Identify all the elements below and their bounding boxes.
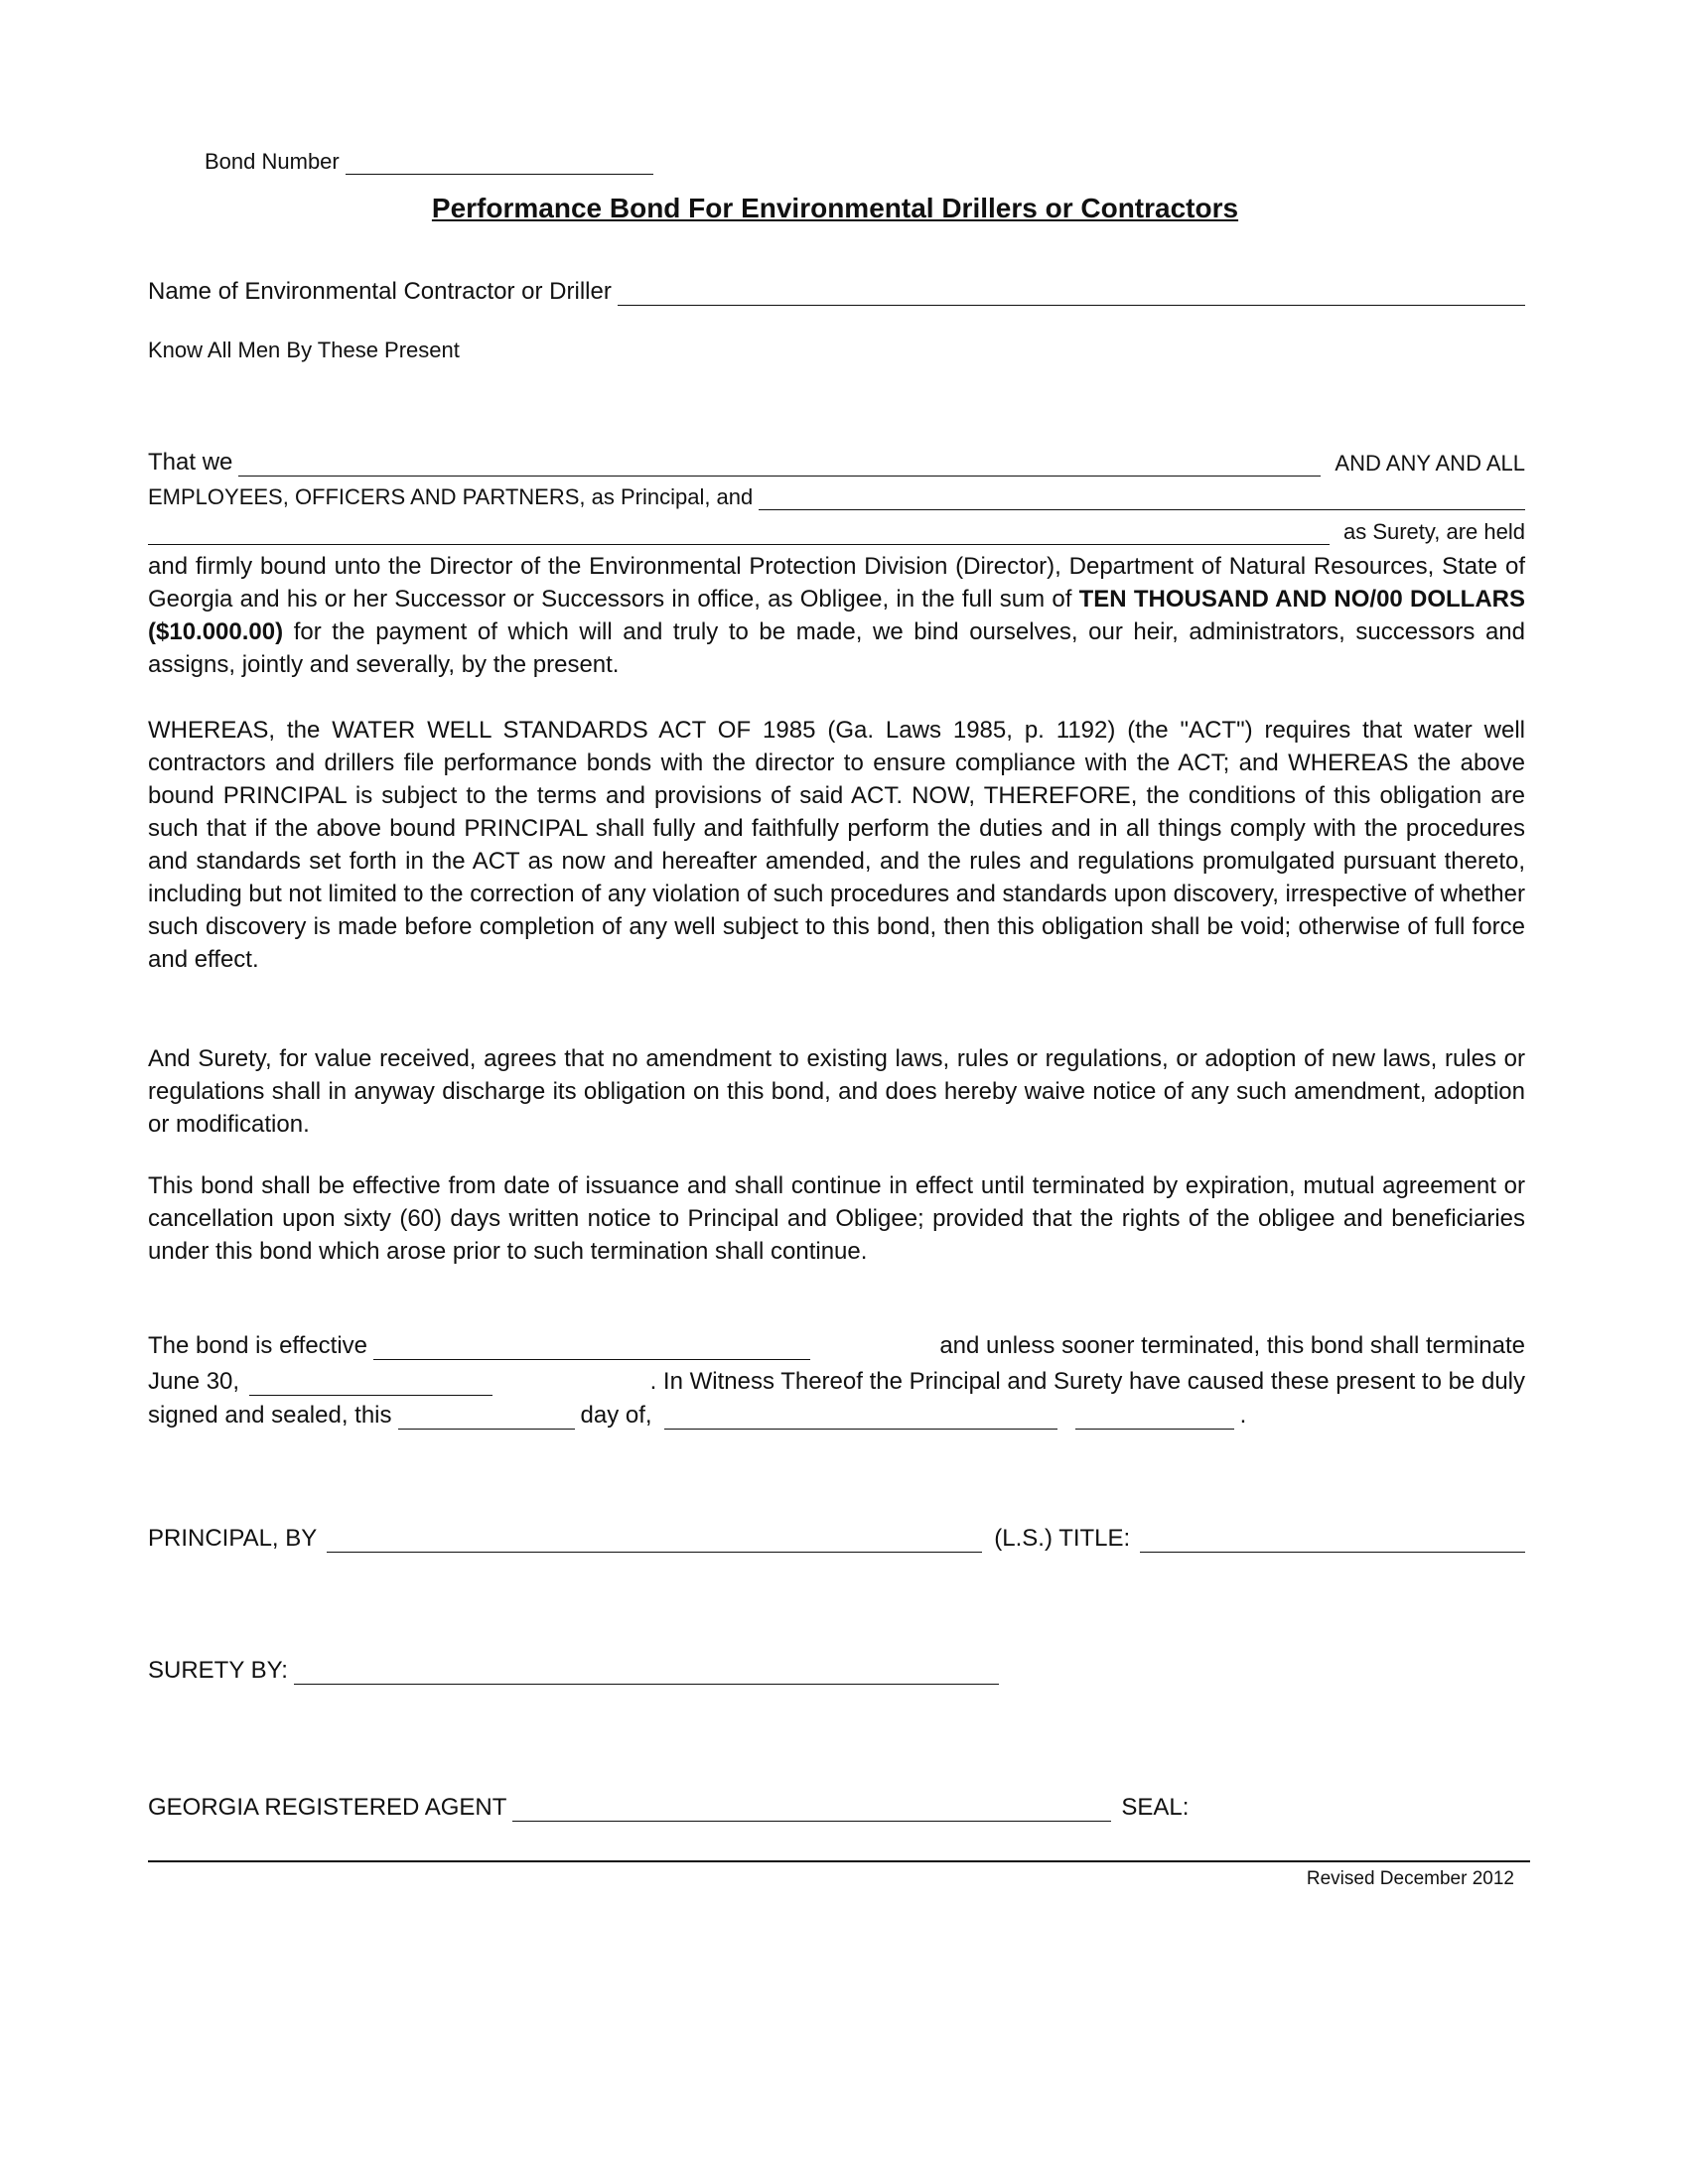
surety-name-field-1[interactable] <box>759 487 1525 510</box>
obligation-text-end: for the payment of which will and truly to be made, we bind ourselves, our heir, administrators, successors and assigns, jointly and severally, by the present. <box>148 618 1525 678</box>
ls-title-label: (L.S.) TITLE: <box>994 1525 1131 1552</box>
period: . <box>1239 1402 1247 1429</box>
bond-number-label: Bond Number <box>205 149 340 174</box>
june-row <box>148 1368 1525 1396</box>
day-of-label: day of, <box>580 1402 652 1429</box>
contractor-name-label: Name of Environmental Contractor or Driller <box>148 278 612 305</box>
agent-row <box>148 1794 1525 1822</box>
surety-agreement-paragraph: And Surety, for value received, agrees that no amendment to existing laws, rules or regulations, or adoption of new laws, rules or regulations shall in anyway discharge its obligation on this bond, and does hereby waive notice of any such amendment, adoption or modification. <box>148 1045 1525 1138</box>
obligation-paragraph <box>148 550 1525 681</box>
surety-label: SURETY BY: <box>148 1657 288 1684</box>
signed-row <box>148 1402 1525 1430</box>
contractor-name-row <box>148 278 1525 306</box>
revised-date: Revised December 2012 <box>1306 1868 1514 1889</box>
effective-term-paragraph: This bond shall be effective from date of issuance and shall continue in effect until terminated by expiration, mutual agreement or cancellation upon sixty (60) days written notice to Principal and Obligee; provided that the rights of the obligee and beneficiaries under this bond which arose prior to such termination shall continue. <box>148 1172 1525 1265</box>
surety-signature-field[interactable] <box>294 1662 999 1685</box>
principal-title-field[interactable] <box>1140 1530 1525 1553</box>
signed-day-field[interactable] <box>398 1407 575 1430</box>
agent-field[interactable] <box>512 1799 1111 1822</box>
bond-sum: TEN THOUSAND AND NO/00 DOLLARS ($10.000.00) <box>148 586 1525 645</box>
principal-name-field[interactable] <box>238 454 1321 477</box>
know-all-men-text: Know All Men By These Present <box>148 338 460 362</box>
signed-label: signed and sealed, this <box>148 1402 392 1429</box>
principal-signature-row <box>148 1525 1525 1553</box>
effective-date-field[interactable] <box>373 1337 810 1360</box>
june-label: June 30, <box>148 1368 240 1395</box>
footer-divider <box>148 1860 1530 1862</box>
whereas-paragraph: WHEREAS, the WATER WELL STANDARDS ACT OF 1985 (Ga. Laws 1985, p. 1192) (the "ACT") requires that water well contractors and drillers file performance bonds with the director to ensure compliance with the ACT; and WHEREAS the above bound PRINCIPAL is subject to the terms and provisions of said ACT. NOW, THEREFORE, the conditions of this obligation are such that if the above bound PRINCIPAL shall fully and faithfully perform the duties and in all things comply with the procedures and standards set forth in the ACT as now and hereafter amended, and the rules and regulations promulgated pursuant thereto, including but not limited to the correction of any violation of such procedures and standards upon discovery, irrespective of whether such discovery is made before completion of any well subject to this bond, then this obligation shall be void; otherwise of full force and effect. <box>148 717 1525 973</box>
principal-label: PRINCIPAL, BY <box>148 1525 318 1552</box>
effective-date-row <box>148 1332 1525 1360</box>
and-any-and-all-text: AND ANY AND ALL <box>1335 451 1525 476</box>
effective-label: The bond is effective <box>148 1332 368 1359</box>
witness-text: . In Witness Thereof the Principal and Surety have caused these present to be duly <box>649 1368 1525 1395</box>
bond-number-row <box>205 149 659 175</box>
principal-signature-field[interactable] <box>327 1530 982 1553</box>
seal-label: SEAL: <box>1121 1794 1190 1821</box>
that-we-label: That we <box>148 449 233 476</box>
terminate-text: and unless sooner terminated, this bond shall terminate <box>939 1332 1525 1359</box>
as-surety-text: as Surety, are held <box>1342 519 1525 544</box>
surety-signature-row <box>148 1657 1525 1685</box>
as-surety-row <box>148 519 1525 545</box>
obligation-text: and firmly bound unto the Director of the Environmental Protection Division (Director), Department of Natural Resources, State of Georgia and his or her Successor or Successors in office, as Obligee, in the full sum of <box>148 553 1525 613</box>
employees-label: EMPLOYEES, OFFICERS AND PARTNERS, as Principal, and <box>148 484 754 509</box>
surety-name-field-2[interactable] <box>148 522 1330 545</box>
page-title: Performance Bond For Environmental Drillers or Contractors <box>431 193 1239 223</box>
signed-year-field[interactable] <box>1075 1407 1234 1430</box>
contractor-name-field[interactable] <box>618 283 1525 306</box>
agent-label: GEORGIA REGISTERED AGENT <box>148 1794 507 1821</box>
termination-year-field[interactable] <box>249 1373 492 1396</box>
signed-month-field[interactable] <box>664 1407 1057 1430</box>
bond-number-field[interactable] <box>346 152 653 175</box>
that-we-row <box>148 449 1525 477</box>
employees-row <box>148 484 1525 510</box>
